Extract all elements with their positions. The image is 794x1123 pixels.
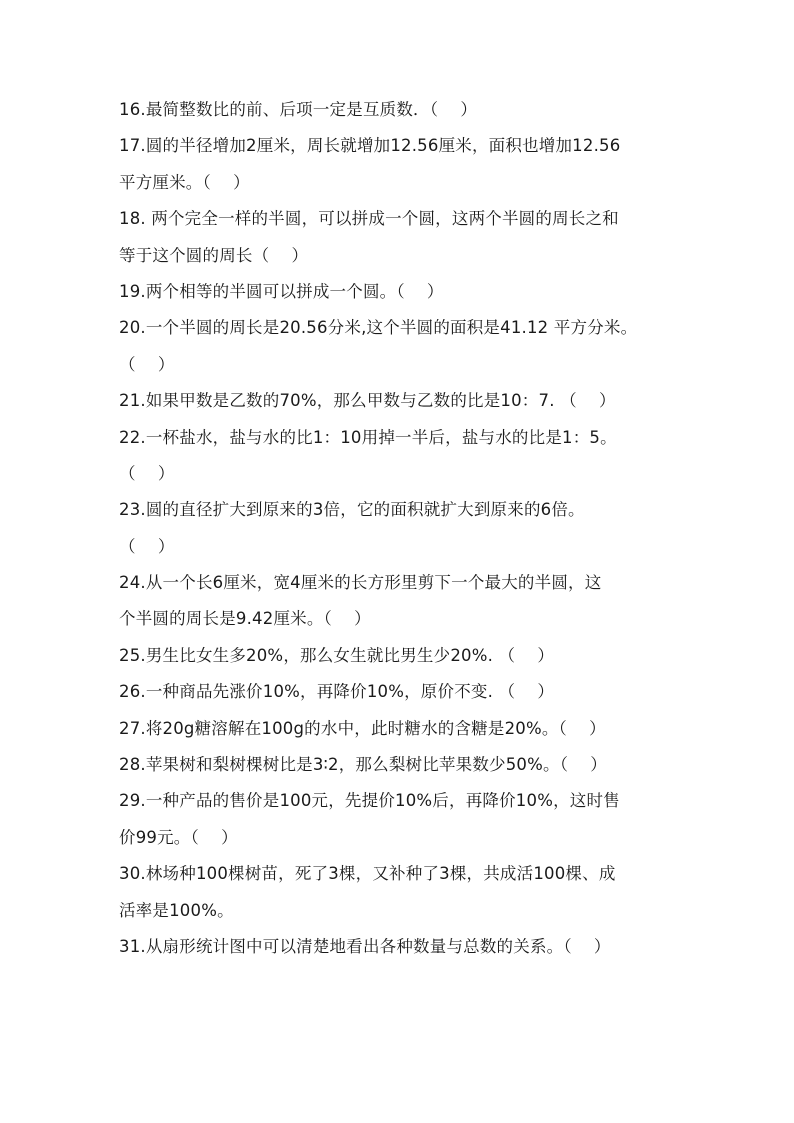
question-24-line-1: 24.从一个长6厘米，宽4厘米的长方形里剪下一个最大的半圆，这 — [119, 573, 602, 593]
question-31-line: 31.从扇形统计图中可以清楚地看出各种数量与总数的关系。（ ） — [119, 936, 611, 956]
question-24-line-2: 个半圆的周长是9.42厘米。（ ） — [119, 609, 371, 629]
question-17-line-2: 平方厘米。（ ） — [119, 172, 250, 192]
question-29-line-1: 29.一种产品的售价是100元，先提价10%后，再降价10%，这时售 — [119, 791, 620, 811]
question-26-line: 26.一种商品先涨价10%，再降价10%，原价不变. （ ） — [119, 682, 555, 702]
question-18-line-1: 18. 两个完全一样的半圆，可以拼成一个圆，这两个半圆的周长之和 — [119, 209, 619, 229]
question-17-line-1: 17.圆的半径增加2厘米，周长就增加12.56厘米，面积也增加12.56 — [119, 136, 621, 156]
question-27-line: 27.将20g糖溶解在100g的水中，此时糖水的含糖是20%。（ ） — [119, 718, 606, 738]
question-18-line-2: 等于这个圆的周长（ ） — [119, 245, 309, 265]
question-30-line-1: 30.林场种100棵树苗，死了3棵，又补种了3棵，共成活100棵、成 — [119, 864, 616, 884]
question-20-line-2: （ ） — [119, 354, 175, 374]
question-25-line: 25.男生比女生多20%，那么女生就比男生少20%. （ ） — [119, 645, 555, 665]
question-30-line-2: 活率是100%。 — [119, 900, 234, 920]
question-23-line-1: 23.圆的直径扩大到原来的3倍，它的面积就扩大到原来的6倍。 — [119, 500, 585, 520]
question-29-line-2: 价99元。（ ） — [119, 827, 238, 847]
question-list — [119, 92, 679, 965]
question-22-line-1: 22.一杯盐水，盐与水的比1：10用掉一半后，盐与水的比是1：5。 — [119, 427, 617, 447]
question-20-line-1: 20.一个半圆的周长是20.56分米,这个半圆的面积是41.12 平方分米。 — [119, 318, 638, 338]
question-23-line-2: （ ） — [119, 536, 175, 556]
question-22-line-2: （ ） — [119, 463, 175, 483]
question-28-line: 28.苹果树和梨树棵树比是3∶2，那么梨树比苹果数少50%。（ ） — [119, 755, 607, 775]
question-19-line: 19.两个相等的半圆可以拼成一个圆。（ ） — [119, 281, 444, 301]
question-21-line: 21.如果甲数是乙数的70%，那么甲数与乙数的比是10：7. （ ） — [119, 391, 616, 411]
question-16-line: 16.最简整数比的前、后项一定是互质数．（ ） — [119, 100, 478, 119]
